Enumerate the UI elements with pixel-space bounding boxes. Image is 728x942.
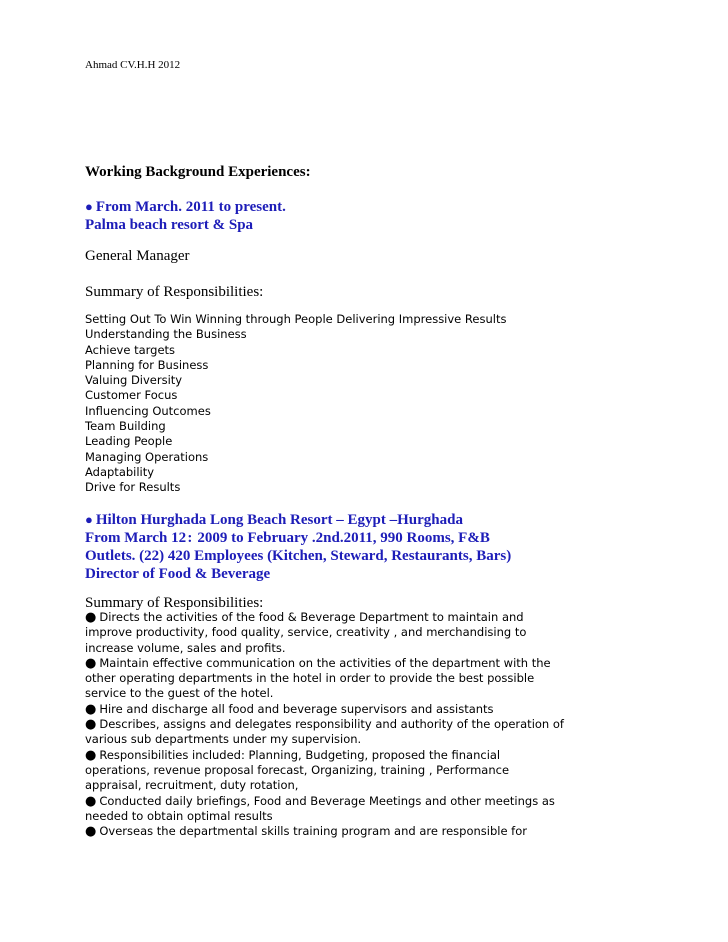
job1-position: General Manager	[85, 248, 190, 264]
job1-company: Palma beach resort & Spa	[85, 217, 254, 233]
list-item: Drive for Results	[85, 480, 181, 495]
list-item-text: Overseas the departmental skills training program and are responsible for	[99, 824, 527, 839]
list-item-text: Conducted daily briefings, Food and Beverage Meetings and other meetings as	[99, 793, 555, 808]
job2-outlets: Outlets. (22) 420 Employees (Kitchen, Steward, Restaurants, Bars)	[85, 548, 512, 564]
list-item-text: operations, revenue proposal forecast, Organizing, training , Performance	[85, 762, 510, 777]
list-item-text: other operating departments in the hotel in order to provide the best possible	[85, 671, 535, 686]
bullet-icon: ●	[85, 199, 93, 214]
list-item	[85, 748, 564, 763]
bullet-icon: ●	[85, 747, 97, 763]
list-item-text: increase volume, sales and profits.	[85, 640, 286, 655]
list-item: Setting Out To Win Winning through People Delivering Impressive Results	[85, 312, 507, 326]
job2-position: Director of Food & Beverage	[85, 566, 271, 582]
job1-period-line	[85, 198, 286, 216]
bullet-icon: ●	[85, 512, 93, 527]
list-item-text: Describes, assigns and delegates responsibility and authority of the operation of	[99, 717, 564, 732]
list-item: Planning for Business	[85, 357, 209, 372]
list-item: Achieve targets	[85, 342, 176, 357]
job1-block	[85, 198, 286, 234]
list-item	[85, 794, 564, 809]
job1-responsibility-list	[85, 312, 506, 496]
bullet-icon: ●	[85, 610, 97, 625]
page-header: Ahmad CV.H.H 2012	[85, 59, 181, 71]
job1-period: From March. 2011 to present.	[95, 199, 286, 215]
list-item	[85, 641, 564, 656]
list-item: Leading People	[85, 434, 173, 449]
list-item	[85, 625, 564, 640]
list-item	[85, 717, 564, 732]
list-item	[85, 732, 564, 747]
list-item: Influencing Outcomes	[85, 403, 211, 418]
list-item-text: Maintain effective communication on the activities of the department with the	[99, 655, 551, 670]
bullet-icon: ●	[85, 717, 97, 733]
list-item	[85, 824, 564, 839]
list-item: Valuing Diversity	[85, 373, 183, 388]
bullet-icon: ●	[85, 655, 97, 671]
list-item-text: needed to obtain optimal results	[85, 808, 273, 823]
list-item-text: improve productivity, food quality, service, creativity , and merchandising to	[85, 625, 527, 640]
list-item	[85, 763, 564, 778]
list-item-text: service to the guest of the hotel.	[85, 686, 274, 701]
list-item	[85, 702, 564, 717]
list-item-text: Directs the activities of the food & Beverage Department to maintain and	[99, 610, 524, 624]
list-item: Understanding the Business	[85, 327, 247, 342]
list-item	[85, 686, 564, 701]
list-item	[85, 610, 564, 625]
list-item-text: various sub departments under my supervision.	[85, 732, 362, 747]
list-item: Managing Operations	[85, 449, 209, 464]
job1-summary-label: Summary of Responsibilities:	[85, 284, 264, 300]
section-title: Working Background Experiences:	[85, 164, 311, 180]
list-item-text: Responsibilities included: Planning, Budgeting, proposed the financial	[99, 747, 501, 762]
list-item: Adaptability	[85, 464, 155, 479]
list-item-text: appraisal, recruitment, duty rotation,	[85, 778, 299, 793]
list-item	[85, 656, 564, 671]
bullet-icon: ●	[85, 824, 97, 840]
list-item	[85, 778, 564, 793]
job2-period: From March 12 : 2009 to February .2nd.2011, 990 Rooms, F&B	[85, 530, 490, 546]
list-item: Team Building	[85, 419, 166, 434]
job2-block	[85, 511, 511, 583]
bullet-icon: ●	[85, 793, 97, 809]
job2-company-line	[85, 511, 511, 529]
job2-responsibility-list	[85, 610, 564, 839]
job2-company: Hilton Hurghada Long Beach Resort – Egypt –Hurghada	[95, 512, 463, 528]
list-item-text: Hire and discharge all food and beverage supervisors and assistants	[99, 701, 494, 716]
list-item	[85, 671, 564, 686]
job2-summary-label: Summary of Responsibilities:	[85, 595, 264, 611]
list-item	[85, 809, 564, 824]
bullet-icon: ●	[85, 701, 97, 717]
list-item: Customer Focus	[85, 388, 178, 403]
